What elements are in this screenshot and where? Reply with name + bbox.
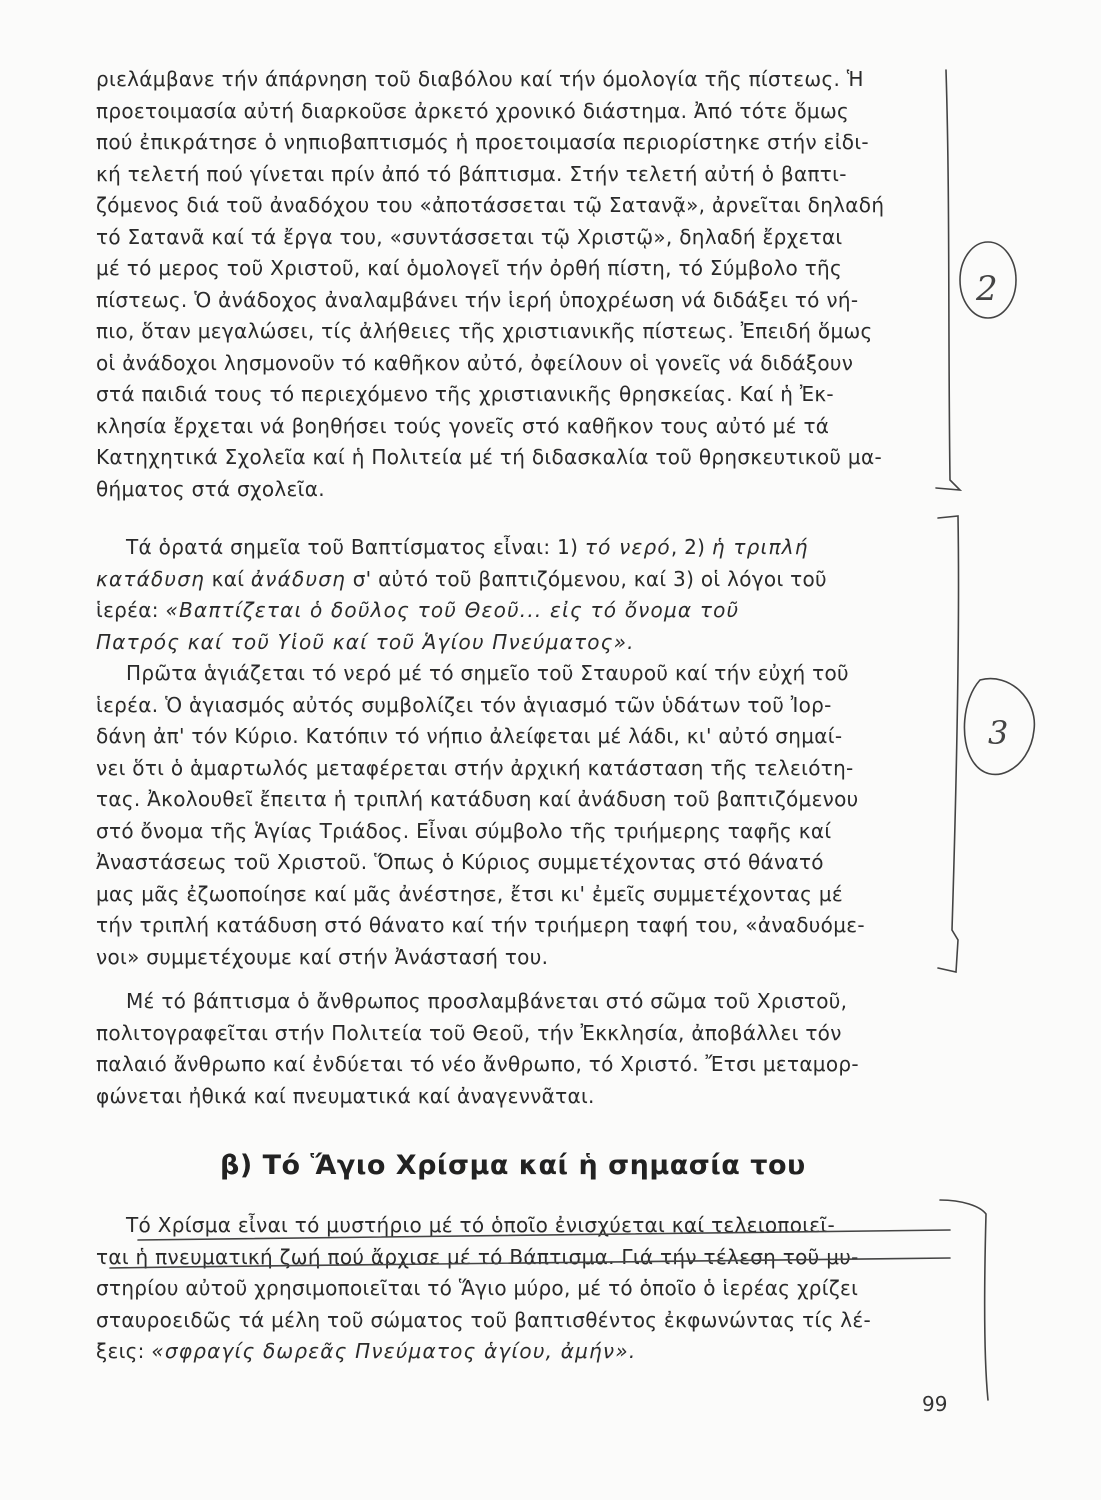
text-line: κλησία ἔρχεται νά βοηθήσει τούς γονεῖς στό καθῆκον τους αὐτό μέ τά (96, 413, 830, 438)
emphasis-immersion: κατάδυση (96, 566, 205, 591)
emphasis-triple: ἡ τριπλή (711, 535, 809, 559)
emphasis-emersion: ἀνάδυση (250, 566, 347, 591)
text-line (96, 627, 956, 659)
text-line: Τό Χρίσμα εἶναι τό μυστήριο μέ τό ὁποῖο ἐνισχύεται καί τελειοποιεῖ- (126, 1213, 836, 1237)
text-line (96, 532, 956, 564)
text-line: μας μᾶς ἐζωοποίησε καί μᾶς ἀνέστησε, ἔτσι κι' ἐμεῖς συμμετέχοντας μέ (96, 881, 843, 906)
paragraph-rite (96, 658, 956, 973)
text-line: τήν τριπλή κατάδυση στό θάνατο καί τήν τριήμερη ταφή του, «ἀναδυόμε- (96, 913, 865, 937)
text-line: κή τελετή πού γίνεται πρίν ἀπό τό βάπτισμα. Στήν τελετή αὐτή ὁ βαπτι- (96, 161, 847, 186)
paragraph-visible-signs (96, 532, 956, 658)
text-line: Μέ τό βάπτισμα ὁ ἄνθρωπος προσλαμβάνεται στό σῶμα τοῦ Χριστοῦ, (126, 989, 848, 1013)
section-heading: β) Τό Ἅγιο Χρίσμα καί ἡ σημασία του (220, 1150, 806, 1181)
text-span: σ' αὐτό τοῦ βαπτιζόμενου, καί 3) οἱ λόγοι τοῦ (346, 566, 827, 591)
emphasis-water: τό νερό (584, 535, 671, 559)
text-line: σταυροειδῶς τά μέλη τοῦ σώματος τοῦ βαπτισθέντος ἐκφωνώντας τίς λέ- (96, 1307, 872, 1332)
text-line: οἱ ἀνάδοχοι λησμονοῦν τό καθῆκον αὐτό, ὀφείλουν οἱ γονεῖς νά διδάξουν (96, 350, 854, 375)
text-line: Πρῶτα ἁγιάζεται τό νερό μέ τό σημεῖο τοῦ Σταυροῦ καί τήν εὐχή τοῦ (126, 661, 849, 685)
text-line: δάνη ἀπ' τόν Κύριο. Κατόπιν τό νήπιο ἀλείφεται μέ λάδι, κι' αὐτό σημαί- (96, 724, 843, 748)
page-number: 99 (922, 1392, 948, 1416)
text-span: , 2) (670, 535, 712, 559)
text-line: στά παιδιά τους τό περιεχόμενο τῆς χριστιανικῆς θρησκείας. Καί ἡ Ἐκ- (96, 382, 834, 406)
text-line: πιο, ὅταν μεγαλώσει, τίς ἀλήθειες τῆς χριστιανικῆς πίστεως. Ἐπειδή ὅμως (96, 319, 873, 343)
text-line: πού ἐπικράτησε ὁ νηπιοβαπτισμός ἡ προετοιμασία περιορίστηκε στήν εἰδι- (96, 130, 869, 154)
text-line: νοι» συμμετέχουμε καί στήν Ἀνάστασή του. (96, 944, 549, 969)
text-line: φώνεται ἠθικά καί πνευματικά καί ἀναγεννᾶται. (96, 1083, 595, 1108)
margin-note-circle (960, 242, 1016, 318)
paragraph-chrism (96, 1210, 956, 1368)
text-line: ται ἡ πνευματική ζωή πού ἄρχισε μέ τό Βάπτισμα. Γιά τήν τέλεση τοῦ μυ- (96, 1244, 859, 1269)
text-line: τό Σατανᾶ καί τά ἔργα του, «συντάσσεται τῷ Χριστῷ», δηλαδή ἔρχεται (96, 224, 843, 249)
margin-note-2: 2 (976, 269, 998, 309)
text-line: στό ὄνομα τῆς Ἁγίας Τριάδος. Εἶναι σύμβολο τῆς τριήμερης ταφῆς καί (96, 818, 832, 843)
text-line (96, 595, 956, 627)
text-span: Τά ὁρατά σημεῖα τοῦ Βαπτίσματος εἶναι: 1) (126, 535, 585, 559)
text-line: θήματος στά σχολεῖα. (96, 476, 325, 501)
text-line (96, 1336, 956, 1368)
text-line: ἱερέα. Ὁ ἁγιασμός αὐτός συμβολίζει τόν ἁγιασμό τῶν ὑδάτων τοῦ Ἰορ- (96, 692, 832, 717)
text-line: πολιτογραφεῖται στήν Πολιτεία τοῦ Θεοῦ, τήν Ἐκκλησία, ἀποβάλλει τόν (96, 1020, 842, 1045)
text-line: νει ὅτι ὁ ἁμαρτωλός μεταφέρεται στήν ἀρχική κατάσταση τῆς τελειότη- (96, 755, 854, 780)
paragraph-regeneration (96, 986, 956, 1112)
text-span: ξεις: (96, 1339, 152, 1363)
emphasis-formula: «Βαπτίζεται ὁ δοῦλος τοῦ Θεοῦ... εἰς τό ὄνομα τοῦ (165, 598, 740, 622)
text-line: ριελάμβανε τήν άπάρνηση τοῦ διαβόλου καί τήν όμολογία τῆς πίστεως. Ἡ (96, 67, 864, 91)
text-line: παλαιό ἄνθρωπο καί ἐνδύεται τό νέο ἄνθρωπο, τό Χριστό. Ἔτσι μεταμορ- (96, 1052, 859, 1076)
text-line: προετοιμασία αὐτή διαρκοῦσε ἀρκετό χρονικό διάστημα. Ἀπό τότε ὅμως (96, 98, 850, 123)
text-line: πίστεως. Ὁ ἀνάδοχος ἀναλαμβάνει τήν ἱερή ὑποχρέωση νά διδάξει τό νή- (96, 287, 859, 312)
text-line: Ἀναστάσεως τοῦ Χριστοῦ. Ὅπως ὁ Κύριος συμμετέχοντας στό θάνατό (96, 850, 824, 874)
paragraph-baptism-preparation (96, 64, 956, 505)
emphasis-formula: «σφραγίς δωρεᾶς Πνεύματος ἁγίου, ἀμήν». (151, 1339, 637, 1363)
text-line: στηρίου αὐτοῦ χρησιμοποιεῖται τό Ἅγιο μύρο, μέ τό ὁποῖο ὁ ἱερέας χρίζει (96, 1276, 859, 1300)
text-span: ἱερέα: (96, 598, 166, 622)
text-line: μέ τό μερος τοῦ Χριστοῦ, καί ὁμολογεῖ τήν ὀρθή πίστη, τό Σύμβολο τῆς (96, 256, 843, 280)
emphasis-formula: Πατρός καί τοῦ Υἱοῦ καί τοῦ Ἁγίου Πνεύματος». (96, 629, 635, 654)
text-span: καί (204, 566, 251, 591)
text-line: τας. Ἀκολουθεῖ ἔπειτα ἡ τριπλή κατάδυση καί ἀνάδυση τοῦ βαπτιζόμενου (96, 787, 859, 811)
margin-note-circle (964, 679, 1034, 775)
text-line: ζόμενος διά τοῦ ἀναδόχου του «ἀποτάσσεται τῷ Σατανᾷ», ἀρνεῖται δηλαδή (96, 193, 885, 217)
margin-note-3: 3 (988, 714, 1009, 752)
text-line (96, 564, 956, 596)
text-line: Κατηχητικά Σχολεῖα καί ἡ Πολιτεία μέ τή διδασκαλία τοῦ θρησκευτικοῦ μα- (96, 445, 882, 469)
